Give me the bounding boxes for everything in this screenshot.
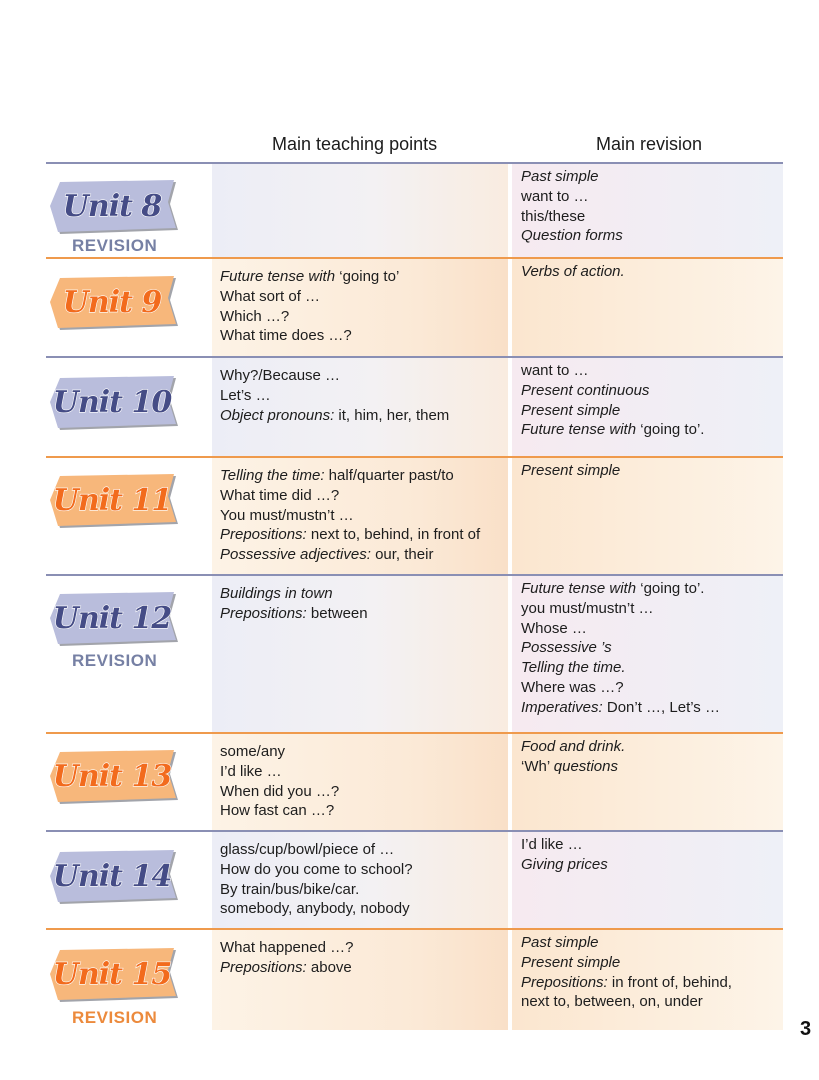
teaching-line <box>220 584 368 604</box>
main-revision-cell <box>521 167 623 246</box>
teaching-points-cell <box>220 466 480 565</box>
revision-text: want to … <box>521 362 589 379</box>
teaching-text: What time did …? <box>220 486 340 504</box>
unit-badge <box>46 846 178 904</box>
teaching-text: Object pronouns: <box>220 406 335 424</box>
teaching-points-cell <box>220 366 449 425</box>
teaching-line <box>220 545 480 565</box>
page-number: 3 <box>800 1018 812 1040</box>
teaching-line <box>220 386 449 406</box>
unit-badge-label: Unit 10 <box>52 385 172 420</box>
teaching-points-header: Main teaching points <box>272 134 438 154</box>
teaching-text: ‘going to’ <box>339 268 400 285</box>
teaching-line <box>220 506 480 526</box>
teaching-text: Buildings in town <box>220 585 333 602</box>
revision-text: Food and drink. <box>521 738 626 755</box>
teaching-points-cell <box>220 267 399 346</box>
teaching-line <box>220 267 399 287</box>
teaching-text: You must/mustn’t … <box>220 506 354 524</box>
teaching-text: Why?/Because … <box>220 367 341 384</box>
revision-label: REVISION <box>72 1008 158 1027</box>
revision-line <box>521 361 704 381</box>
main-revision-cell <box>521 835 608 875</box>
revision-line <box>521 579 720 599</box>
teaching-line <box>220 860 413 880</box>
revision-line <box>521 619 720 639</box>
revision-line <box>521 933 732 953</box>
revision-line <box>521 207 623 227</box>
revision-text: Possessive ’s <box>521 639 612 657</box>
teaching-text: half/quarter past/to <box>324 467 454 484</box>
revision-line <box>521 698 720 718</box>
revision-text: in front of, behind, <box>607 973 732 991</box>
teaching-line <box>220 958 353 978</box>
revision-line <box>521 381 704 401</box>
main-revision-cell <box>521 461 620 481</box>
teaching-text: Prepositions: <box>220 958 307 976</box>
revision-text: want to … <box>521 187 589 205</box>
revision-line <box>521 737 625 757</box>
teaching-line <box>220 899 413 919</box>
teaching-points-cell <box>220 584 368 624</box>
revision-text: you must/mustn’t … <box>521 599 654 617</box>
revision-text: I’d like … <box>521 836 583 853</box>
teaching-line <box>220 466 480 486</box>
teaching-text: above <box>306 958 352 976</box>
revision-text: questions <box>553 757 618 775</box>
unit-badge-label: Unit 12 <box>52 601 172 636</box>
revision-text: ‘going to’. <box>640 421 705 439</box>
unit-badge <box>46 372 178 430</box>
teaching-text: Telling the time: <box>220 467 325 484</box>
teaching-line <box>220 366 449 386</box>
revision-line <box>521 678 720 698</box>
unit-badge-label: Unit 11 <box>52 483 172 518</box>
revision-line <box>521 599 720 619</box>
teaching-line <box>220 525 480 545</box>
revision-text: Question forms <box>521 227 623 245</box>
teaching-text: What time does …? <box>220 327 352 345</box>
revision-text: Verbs of action. <box>521 263 625 280</box>
unit-badge <box>46 746 178 804</box>
revision-line <box>521 461 620 481</box>
revision-text: Don’t …, Let’s … <box>602 698 720 716</box>
revision-line <box>521 226 623 246</box>
unit-badge <box>46 470 178 528</box>
main-revision-header: Main revision <box>596 134 703 154</box>
main-revision-cell <box>521 737 625 777</box>
revision-text: next to, between, on, under <box>521 993 703 1011</box>
revision-text: Where was …? <box>521 678 624 696</box>
revision-line <box>521 420 704 440</box>
revision-line <box>521 953 732 973</box>
teaching-line <box>220 287 399 307</box>
revision-text: Giving prices <box>521 855 608 873</box>
unit-badge-label: Unit 8 <box>62 189 162 224</box>
teaching-line <box>220 801 339 821</box>
teaching-text: somebody, anybody, nobody <box>220 900 410 918</box>
revision-text: Past simple <box>521 168 599 185</box>
revision-line <box>521 757 625 777</box>
revision-text: Present simple <box>521 462 621 479</box>
teaching-line <box>220 486 480 506</box>
teaching-line <box>220 604 368 624</box>
teaching-text: I’d like … <box>220 762 282 780</box>
unit-badge <box>46 176 178 234</box>
teaching-points-cell <box>220 938 353 978</box>
teaching-line <box>220 762 339 782</box>
main-revision-cell <box>521 262 625 282</box>
teaching-text: glass/cup/bowl/piece of … <box>220 841 395 858</box>
teaching-text: What happened …? <box>220 939 354 956</box>
teaching-points-cell <box>220 742 339 821</box>
revision-line <box>521 855 608 875</box>
revision-text: Telling the time. <box>521 659 626 677</box>
main-revision-cell <box>521 933 732 1012</box>
teaching-text: How do you come to school? <box>220 860 413 878</box>
revision-line <box>521 835 608 855</box>
teaching-line <box>220 938 353 958</box>
teaching-text: our, their <box>370 546 434 564</box>
revision-line <box>521 638 720 658</box>
revision-text: Whose … <box>521 619 587 637</box>
revision-text: this/these <box>521 207 586 225</box>
teaching-line <box>220 406 449 426</box>
unit-badge-label: Unit 14 <box>52 859 172 894</box>
revision-text: Prepositions: <box>521 973 608 991</box>
unit-badge-label: Unit 15 <box>52 957 172 992</box>
revision-label: REVISION <box>72 651 158 670</box>
revision-text: Imperatives: <box>521 698 603 716</box>
teaching-text: By train/bus/bike/car. <box>220 880 360 898</box>
teaching-text: Let’s … <box>220 386 271 404</box>
teaching-text: When did you …? <box>220 782 340 800</box>
revision-text: ‘Wh’ <box>521 757 554 775</box>
revision-line <box>521 973 732 993</box>
teaching-line <box>220 742 339 762</box>
revision-line <box>521 187 623 207</box>
teaching-text: some/any <box>220 743 286 760</box>
teaching-line <box>220 307 399 327</box>
teaching-text: Future tense with <box>220 268 340 285</box>
teaching-line <box>220 880 413 900</box>
revision-line <box>521 401 704 421</box>
revision-text: Past simple <box>521 934 599 951</box>
teaching-points-cell <box>220 840 413 919</box>
unit-badge-label: Unit 13 <box>52 759 172 794</box>
revision-text: Future tense with <box>521 421 641 439</box>
revision-text: Present simple <box>521 401 621 419</box>
teaching-line <box>220 326 399 346</box>
revision-label: REVISION <box>72 236 158 255</box>
main-revision-cell <box>521 579 720 718</box>
main-revision-cell <box>521 361 704 440</box>
unit-badge <box>46 944 178 1002</box>
revision-text: Future tense with <box>521 580 641 597</box>
teaching-text: Prepositions: <box>220 526 307 544</box>
revision-line <box>521 658 720 678</box>
teaching-cell-background <box>212 164 508 257</box>
revision-text: Present continuous <box>521 381 650 399</box>
revision-text: Present simple <box>521 953 621 971</box>
revision-line <box>521 167 623 187</box>
unit-badge-label: Unit 9 <box>62 285 162 320</box>
teaching-text: What sort of … <box>220 287 321 305</box>
teaching-text: How fast can …? <box>220 802 335 820</box>
revision-text: ‘going to’. <box>640 580 705 597</box>
teaching-text: Possessive adjectives: <box>220 546 371 564</box>
revision-line <box>521 262 625 282</box>
teaching-text: Prepositions: <box>220 604 307 622</box>
teaching-text: next to, behind, in front of <box>306 526 481 544</box>
unit-badge <box>46 272 178 330</box>
teaching-text: between <box>306 604 368 622</box>
teaching-text: it, him, her, them <box>334 406 450 424</box>
revision-line <box>521 992 732 1012</box>
teaching-line <box>220 840 413 860</box>
teaching-text: Which …? <box>220 307 290 325</box>
unit-badge <box>46 588 178 646</box>
teaching-line <box>220 782 339 802</box>
